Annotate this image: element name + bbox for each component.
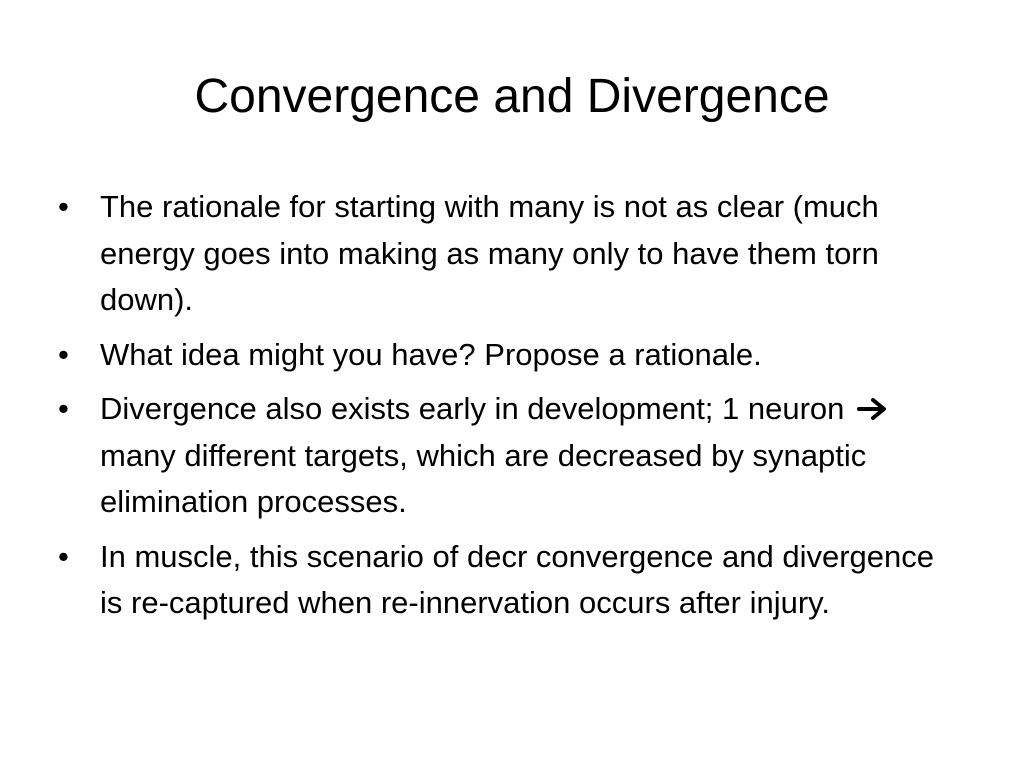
bullet-item-2 bbox=[58, 332, 958, 379]
slide-title: Convergence and Divergence bbox=[194, 70, 830, 123]
bullet-item-1 bbox=[58, 184, 958, 324]
bullet-item-4 bbox=[58, 534, 958, 627]
bullet-marker: • bbox=[58, 336, 69, 372]
right-arrow-icon bbox=[855, 396, 891, 422]
bullet-marker: • bbox=[58, 391, 69, 426]
bullet-marker: • bbox=[58, 189, 69, 224]
bullet-text-after-arrow: many different targets, which are decreased by synaptic elimination processes. bbox=[100, 437, 867, 519]
bullet-text: In muscle, this scenario of decr convergence and divergence is re-captured when re-innervation occurs after injury. bbox=[100, 538, 935, 620]
bullet-marker: • bbox=[58, 538, 69, 574]
bullet-list bbox=[58, 184, 958, 635]
bullet-text: What idea might you have? Propose a rationale. bbox=[100, 336, 762, 372]
bullet-text-before-arrow: Divergence also exists early in development; 1 neuron bbox=[100, 391, 845, 426]
bullet-text: The rationale for starting with many is not as clear (much energy goes into making as many only to have them torn down). bbox=[100, 189, 879, 317]
bullet-item-3 bbox=[58, 386, 958, 526]
